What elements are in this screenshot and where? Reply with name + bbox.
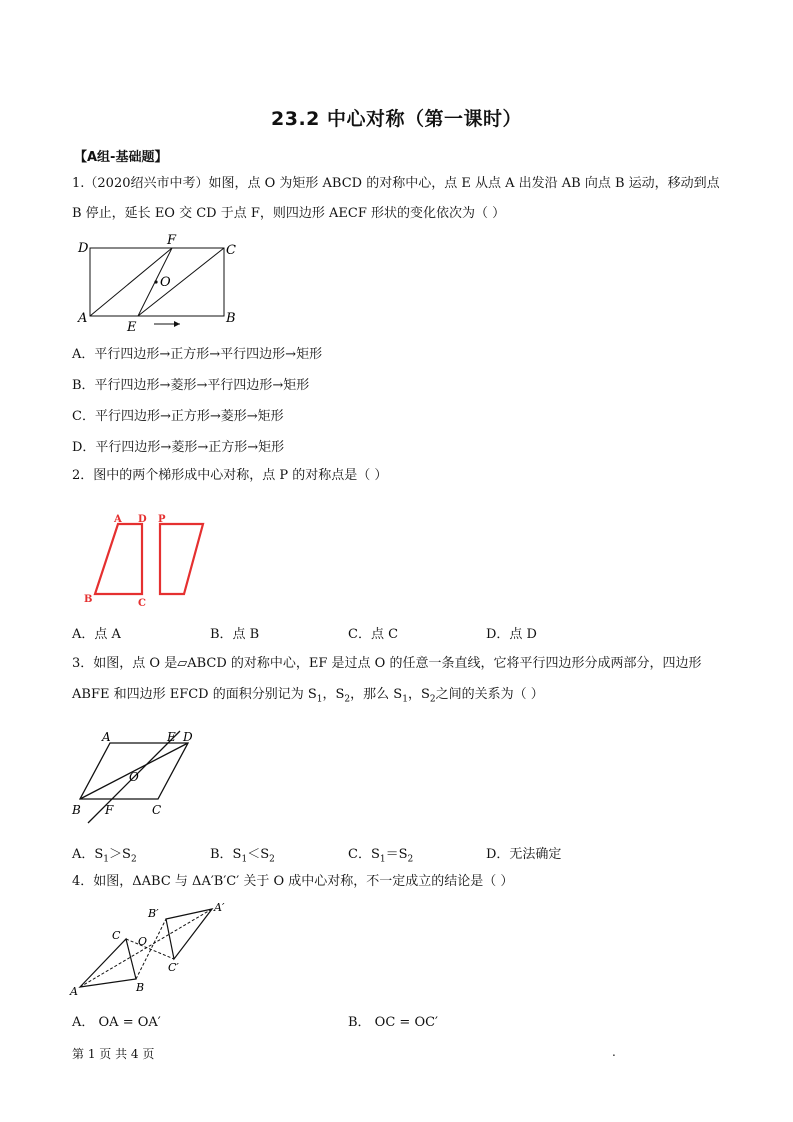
q2-label-a: A (114, 514, 122, 525)
q3-label-b: B (72, 803, 81, 817)
q1-text-line1: 1.（2020绍兴市中考）如图，点 O 为矩形 ABCD 的对称中心，点 E 从点 A 出发沿 AB 向点 B 运动，移动到点 (72, 176, 720, 191)
q4-label-c: C (112, 929, 121, 942)
q4-label-c-prime: C′ (168, 961, 179, 974)
q3-parallelogram-figure (70, 725, 205, 830)
q1-label-f: F (167, 233, 177, 248)
q1-option-b[interactable]: B．平行四边形→菱形→平行四边形→矩形 (72, 378, 310, 393)
q4-label-b: B (136, 981, 145, 994)
q4-label-a-prime: A′ (214, 901, 225, 914)
q2-text-line1: 2．图中的两个梯形成中心对称，点 P 的对称点是（ ） (72, 468, 388, 483)
q2-trapezoid-figure (78, 510, 218, 610)
q2-option-a[interactable]: A．点 A (72, 627, 121, 642)
q3-label-e: E (167, 730, 176, 744)
q3-label-f: F (105, 803, 114, 817)
q4-triangles-figure (66, 895, 236, 1000)
q4-option-a[interactable]: A． OA = OA′ (72, 1015, 161, 1030)
q1-option-c[interactable]: C．平行四边形→正方形→菱形→矩形 (72, 409, 284, 424)
q4-label-b-prime: B′ (148, 907, 159, 920)
section-heading: 【A组-基础题】 (74, 150, 168, 165)
page-title: 23.2 中心对称（第一课时） (271, 108, 522, 130)
q2-option-d[interactable]: D．点 D (486, 627, 537, 642)
q2-label-c: C (138, 598, 146, 609)
q2-option-b[interactable]: B．点 B (210, 627, 260, 642)
page-footer: 第 1 页 共 4 页 (72, 1047, 155, 1061)
q3-option-c[interactable]: C．$S_1=S_2$ (348, 847, 414, 865)
q4-label-o: O (138, 935, 148, 948)
q1-label-d: D (78, 241, 89, 256)
q1-label-b: B (226, 311, 236, 326)
q1-text-line2: B 停止，延长 EO 交 CD 于点 F，则四边形 AECF 形状的变化依次为（ ） (72, 206, 506, 221)
q3-label-a: A (102, 730, 111, 744)
q1-label-o: O (160, 275, 171, 290)
q3-label-d: D (183, 730, 193, 744)
q3-option-d[interactable]: D．无法确定 (486, 847, 562, 862)
footer-dot: . (612, 1045, 616, 1059)
q2-option-c[interactable]: C．点 C (348, 627, 399, 642)
q3-label-o: O (129, 770, 139, 784)
q1-label-a: A (78, 311, 88, 326)
q2-label-p: P (158, 514, 166, 525)
q2-label-d: D (138, 514, 147, 525)
q1-option-a[interactable]: A．平行四边形→正方形→平行四边形→矩形 (72, 347, 323, 362)
q2-label-b: B (84, 594, 93, 605)
q3-text-line1: 3．如图，点 O 是▱ABCD 的对称中心，EF 是过点 O 的任意一条直线，它将平行四边形分成两部分，四边形 (72, 656, 702, 671)
q1-label-c: C (226, 243, 236, 258)
q3-option-a[interactable]: A．$S_1>S_2$ (72, 847, 137, 865)
q4-text-line1: 4．如图，ΔABC 与 ΔA′B′C′ 关于 O 成中心对称，不一定成立的结论是（ ） (72, 874, 514, 889)
q1-option-d[interactable]: D．平行四边形→菱形→正方形→矩形 (72, 440, 285, 455)
q3-option-b[interactable]: B．$S_1<S_2$ (210, 847, 275, 865)
q1-label-e: E (127, 320, 137, 335)
q4-option-b[interactable]: B． OC = OC′ (348, 1015, 439, 1030)
q3-label-c: C (152, 803, 162, 817)
q3-text-line2: ABFE 和四边形 EFCD 的面积分别记为 $S_1$，$S_2$，那么 $S_1$，$S_2$之间的关系为（ ） (72, 687, 544, 705)
q4-label-a: A (70, 985, 78, 998)
q1-rectangle-figure (72, 230, 247, 340)
